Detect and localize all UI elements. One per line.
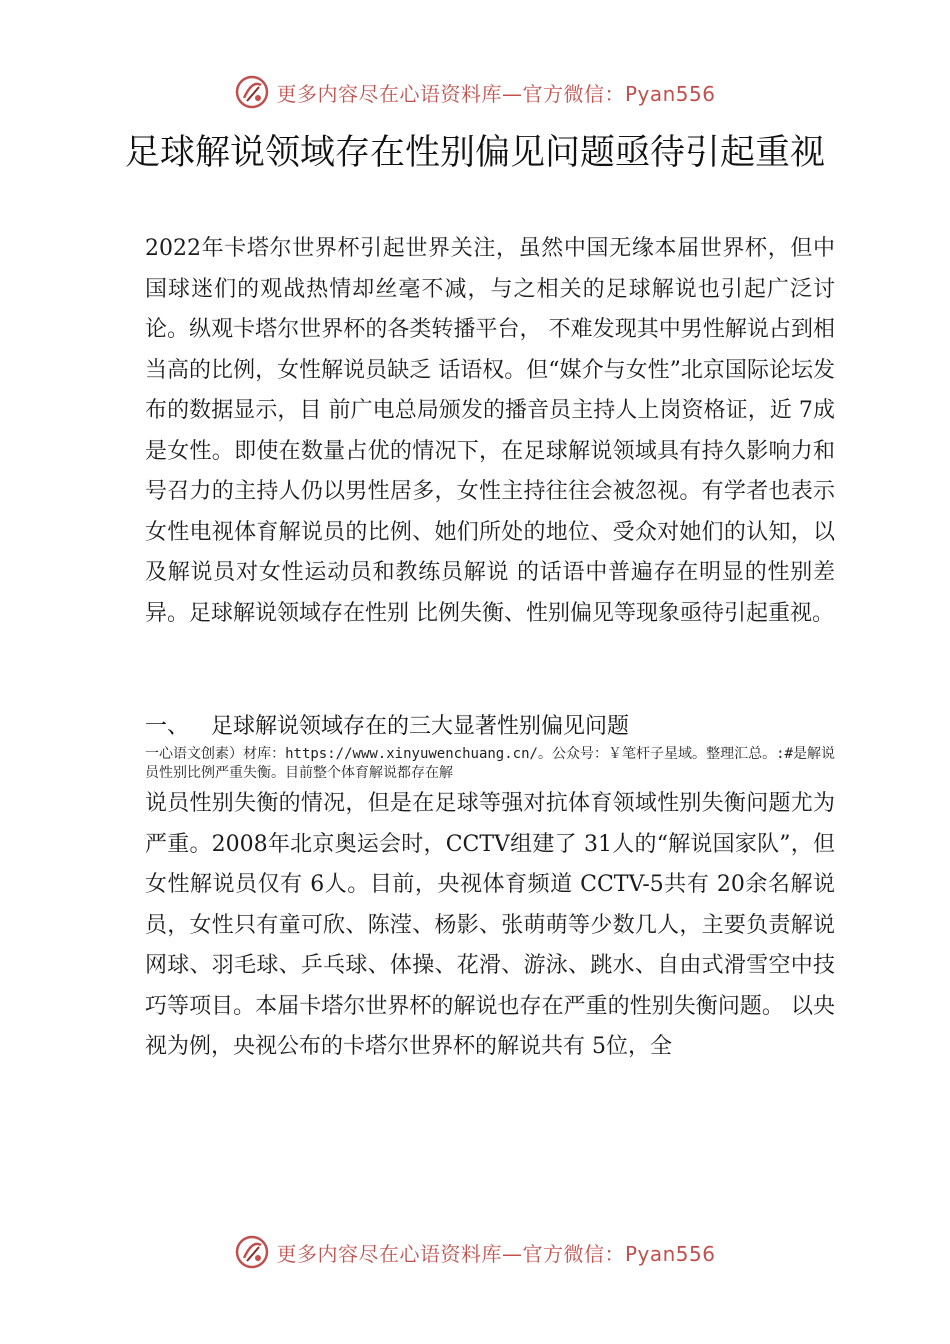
banner-text: 更多内容尽在心语资料库—官方微信：Pyan556 [276,1241,716,1266]
section-title: 足球解说领域存在的三大显著性别偏见问题 [211,714,630,739]
footer-watermark-banner [0,1230,950,1274]
body-paragraph-2: 说员性别失衡的情况，但是在足球等强对抗体育领域性别失衡问题尤为严重。2008年北京奥运会时，CCTV组建了 31人的“解说国家队”，但女性解说员仅有 6人。目前，央视体育频道 CCTV-5共有 20余名解说员，女性只有童可欣、陈滢、杨影、张萌萌等少数几人，主要负责解说网球、羽毛球、乒乓球、体操、花滑、游泳、跳水、自由式滑雪空中技巧等项目。本届卡塔尔世界杯的解说也存在严重的性别失衡问题。 以央视为例，央视公布的卡塔尔世界杯的解说共有 5位，全 [145,791,835,1059]
section-number: 一、 [145,714,190,739]
body-paragraph-1: 2022年卡塔尔世界杯引起世界关注，虽然中国无缘本届世界杯，但中国球迷们的观战热情却丝毫不减，与之相关的足球解说也引起广泛讨论。纵观卡塔尔世界杯的各类转播平台， 不难发现其中男性解说占到相当高的比例，女性解说员缺乏 话语权。但“媒介与女性”北京国际论坛发布的数据显示，目 前广电总局颁发的播音员主持人上岗资格证，近 7成是女性。即使在数量占优的情况下，在足球解说领域具有持久影响力和号召力的主持人仍以男性居多，女性主持往往会被忽视。有学者也表示女性电视体育解说员的比例、她们所处的地位、受众对她们的认知，以及解说员对女性运动员和教练员解说 的话语中普遍存在明显的性别差异。足球解说领域存在性别 比例失衡、性别偏见等现象亟待引起重视。 [145,236,835,626]
section-heading [145,712,845,742]
source-note: 一心语文创素）材库：https://www.xinyuwenchuang.cn/。公众号：￥笔杆子星域。整理汇总。:#是解说员性别比例严重失衡。目前整个体育解说都存在解 [145,746,835,781]
brand-logo-icon [234,1234,270,1270]
header-watermark-banner [0,70,950,114]
banner-text: 更多内容尽在心语资料库—官方微信：Pyan556 [276,81,716,106]
brand-logo-icon [234,74,270,110]
document-title: 足球解说领域存在性别偏见问题亟待引起重视 [124,133,825,173]
